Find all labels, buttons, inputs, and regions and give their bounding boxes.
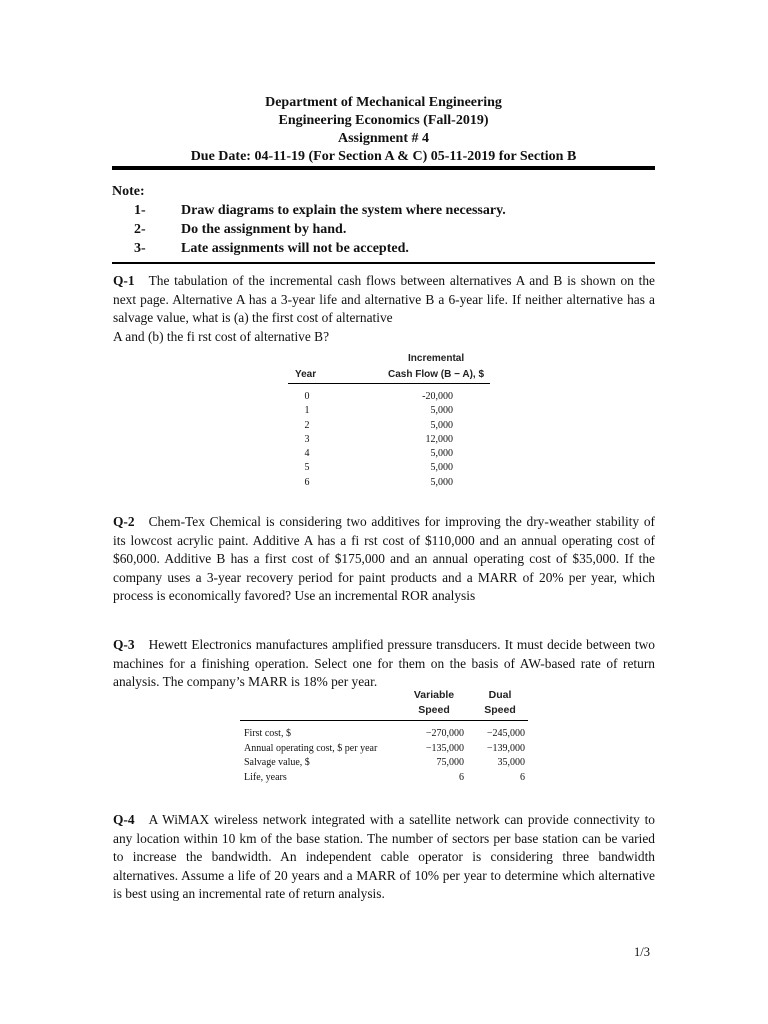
column-header: Incremental — [408, 353, 465, 364]
header-line: Variable — [413, 689, 455, 701]
year-cell: 0 — [304, 391, 310, 402]
table-row — [244, 756, 528, 771]
course-title: Engineering Economics (Fall-2019) — [278, 113, 489, 128]
question-label: Q-3 — [113, 637, 135, 652]
dual-speed-cell: −245,000 — [486, 728, 525, 739]
table-header-rule — [240, 720, 528, 721]
dual-speed-cell: −139,000 — [486, 742, 525, 754]
note-divider — [112, 262, 655, 264]
cash-flow-cell: 5,000 — [430, 448, 453, 460]
question-2 — [113, 513, 655, 606]
year-cell: 1 — [304, 405, 310, 417]
table-row — [288, 390, 490, 404]
cash-flow-cell: 12,000 — [425, 433, 453, 445]
question-label: Q-1 — [113, 273, 135, 288]
question-label: Q-4 — [113, 812, 135, 827]
question-label: Q-2 — [113, 514, 135, 529]
row-label: Life, years — [244, 771, 287, 783]
table-row — [288, 447, 490, 461]
question-3 — [113, 636, 655, 692]
note-item-number: 3- — [134, 241, 146, 256]
variable-speed-cell: −270,000 — [425, 728, 464, 739]
table-row — [244, 771, 528, 786]
page-number: 1/3 — [634, 945, 650, 959]
question-text: The tabulation of the incremental cash flows between alternatives A and B is shown on the next page. Alternative A has a 3-year life and alternative B a 6-year life. If neither alternative has a salvage value, what is (a) the first cost of alternative — [113, 273, 655, 325]
column-header-cash-flow: Cash Flow (B − A), $ — [388, 369, 485, 380]
department-title: Department of Mechanical Engineering — [265, 95, 502, 110]
row-label: First cost, $ — [244, 728, 291, 739]
cash-flow-cell: 5,000 — [430, 476, 453, 488]
column-header-variable-speed — [402, 688, 466, 718]
note-item-text: Do the assignment by hand. — [181, 222, 347, 237]
column-header-dual-speed — [472, 688, 528, 718]
note-item — [112, 220, 652, 239]
row-label: Salvage value, $ — [244, 757, 310, 768]
header-line: Speed — [418, 704, 450, 716]
table-body — [288, 390, 490, 490]
row-label: Annual operating cost, $ per year — [244, 742, 378, 754]
document-header — [112, 94, 655, 166]
question-4 — [113, 811, 655, 904]
year-cell: 3 — [304, 433, 310, 445]
table-row — [288, 476, 490, 490]
question-text-continued: A and (b) the fi rst cost of alternative B? — [113, 328, 330, 344]
table-header-rule — [288, 383, 490, 384]
due-date: Due Date: 04-11-19 (For Section A & C) 05-11-2019 for Section B — [190, 149, 577, 164]
question-text: Hewett Electronics manufactures amplified pressure transducers. It must decide between two machines for a finishing operation. Select one for them on the basis of AW-based rate of return analysis. The company’s MARR is 18% per year. — [113, 637, 655, 689]
dual-speed-cell: 35,000 — [497, 757, 525, 768]
question-1 — [113, 272, 655, 346]
table-row — [288, 433, 490, 447]
table-row — [288, 461, 490, 475]
table-body — [244, 727, 528, 785]
note-title: Note: — [112, 184, 145, 199]
note-item — [112, 239, 652, 258]
year-cell: 4 — [304, 448, 310, 460]
table-row — [244, 742, 528, 757]
header-line: Speed — [484, 704, 516, 716]
year-cell: 2 — [304, 419, 310, 431]
column-header-year: Year — [295, 369, 317, 380]
table-row — [288, 404, 490, 418]
note-item-number: 2- — [134, 222, 146, 237]
assignment-title: Assignment # 4 — [337, 131, 429, 146]
table-row — [288, 419, 490, 433]
note-item-text: Late assignments will not be accepted. — [181, 241, 409, 256]
question-text: Chem-Tex Chemical is considering two additives for improving the dry-weather stability of its lowcost acrylic paint. Additive A has a fi rst cost of $110,000 and an annual operating cost of $60,000. Additive B has a first cost of $175,000 and an annual operating cost of $35,000. If the company uses a 3-year recovery period for paint products and a MARR of 20% per year, which process is economically favored? Use an incremental ROR analysis — [113, 514, 655, 603]
note-item-text: Draw diagrams to explain the system where necessary. — [181, 203, 506, 218]
year-cell: 6 — [304, 476, 310, 488]
variable-speed-cell: 6 — [459, 771, 464, 783]
variable-speed-cell: 75,000 — [436, 757, 464, 768]
note-section — [112, 182, 652, 258]
cash-flow-cell: 5,000 — [430, 462, 453, 474]
cash-flow-cell: -20,000 — [422, 391, 453, 402]
variable-speed-cell: −135,000 — [425, 742, 464, 754]
cash-flow-cell: 5,000 — [430, 419, 453, 431]
header-divider — [112, 166, 655, 170]
question-text: A WiMAX wireless network integrated with a satellite network can provide connectivity to any location within 10 km of the base station. The number of sectors per base station can be varied to increase the bandwidth. An independent cable operator is considering three bandwidth alternatives. Assume a life of 20 years and a MARR of 10% per year to determine which alternative is best using an incremental rate of return analysis. — [113, 812, 655, 901]
note-item — [112, 201, 652, 220]
header-line: Dual — [488, 689, 512, 701]
dual-speed-cell: 6 — [520, 771, 525, 783]
note-item-number: 1- — [134, 203, 146, 218]
year-cell: 5 — [304, 462, 310, 474]
table-row — [244, 727, 528, 742]
cash-flow-cell: 5,000 — [430, 405, 453, 417]
